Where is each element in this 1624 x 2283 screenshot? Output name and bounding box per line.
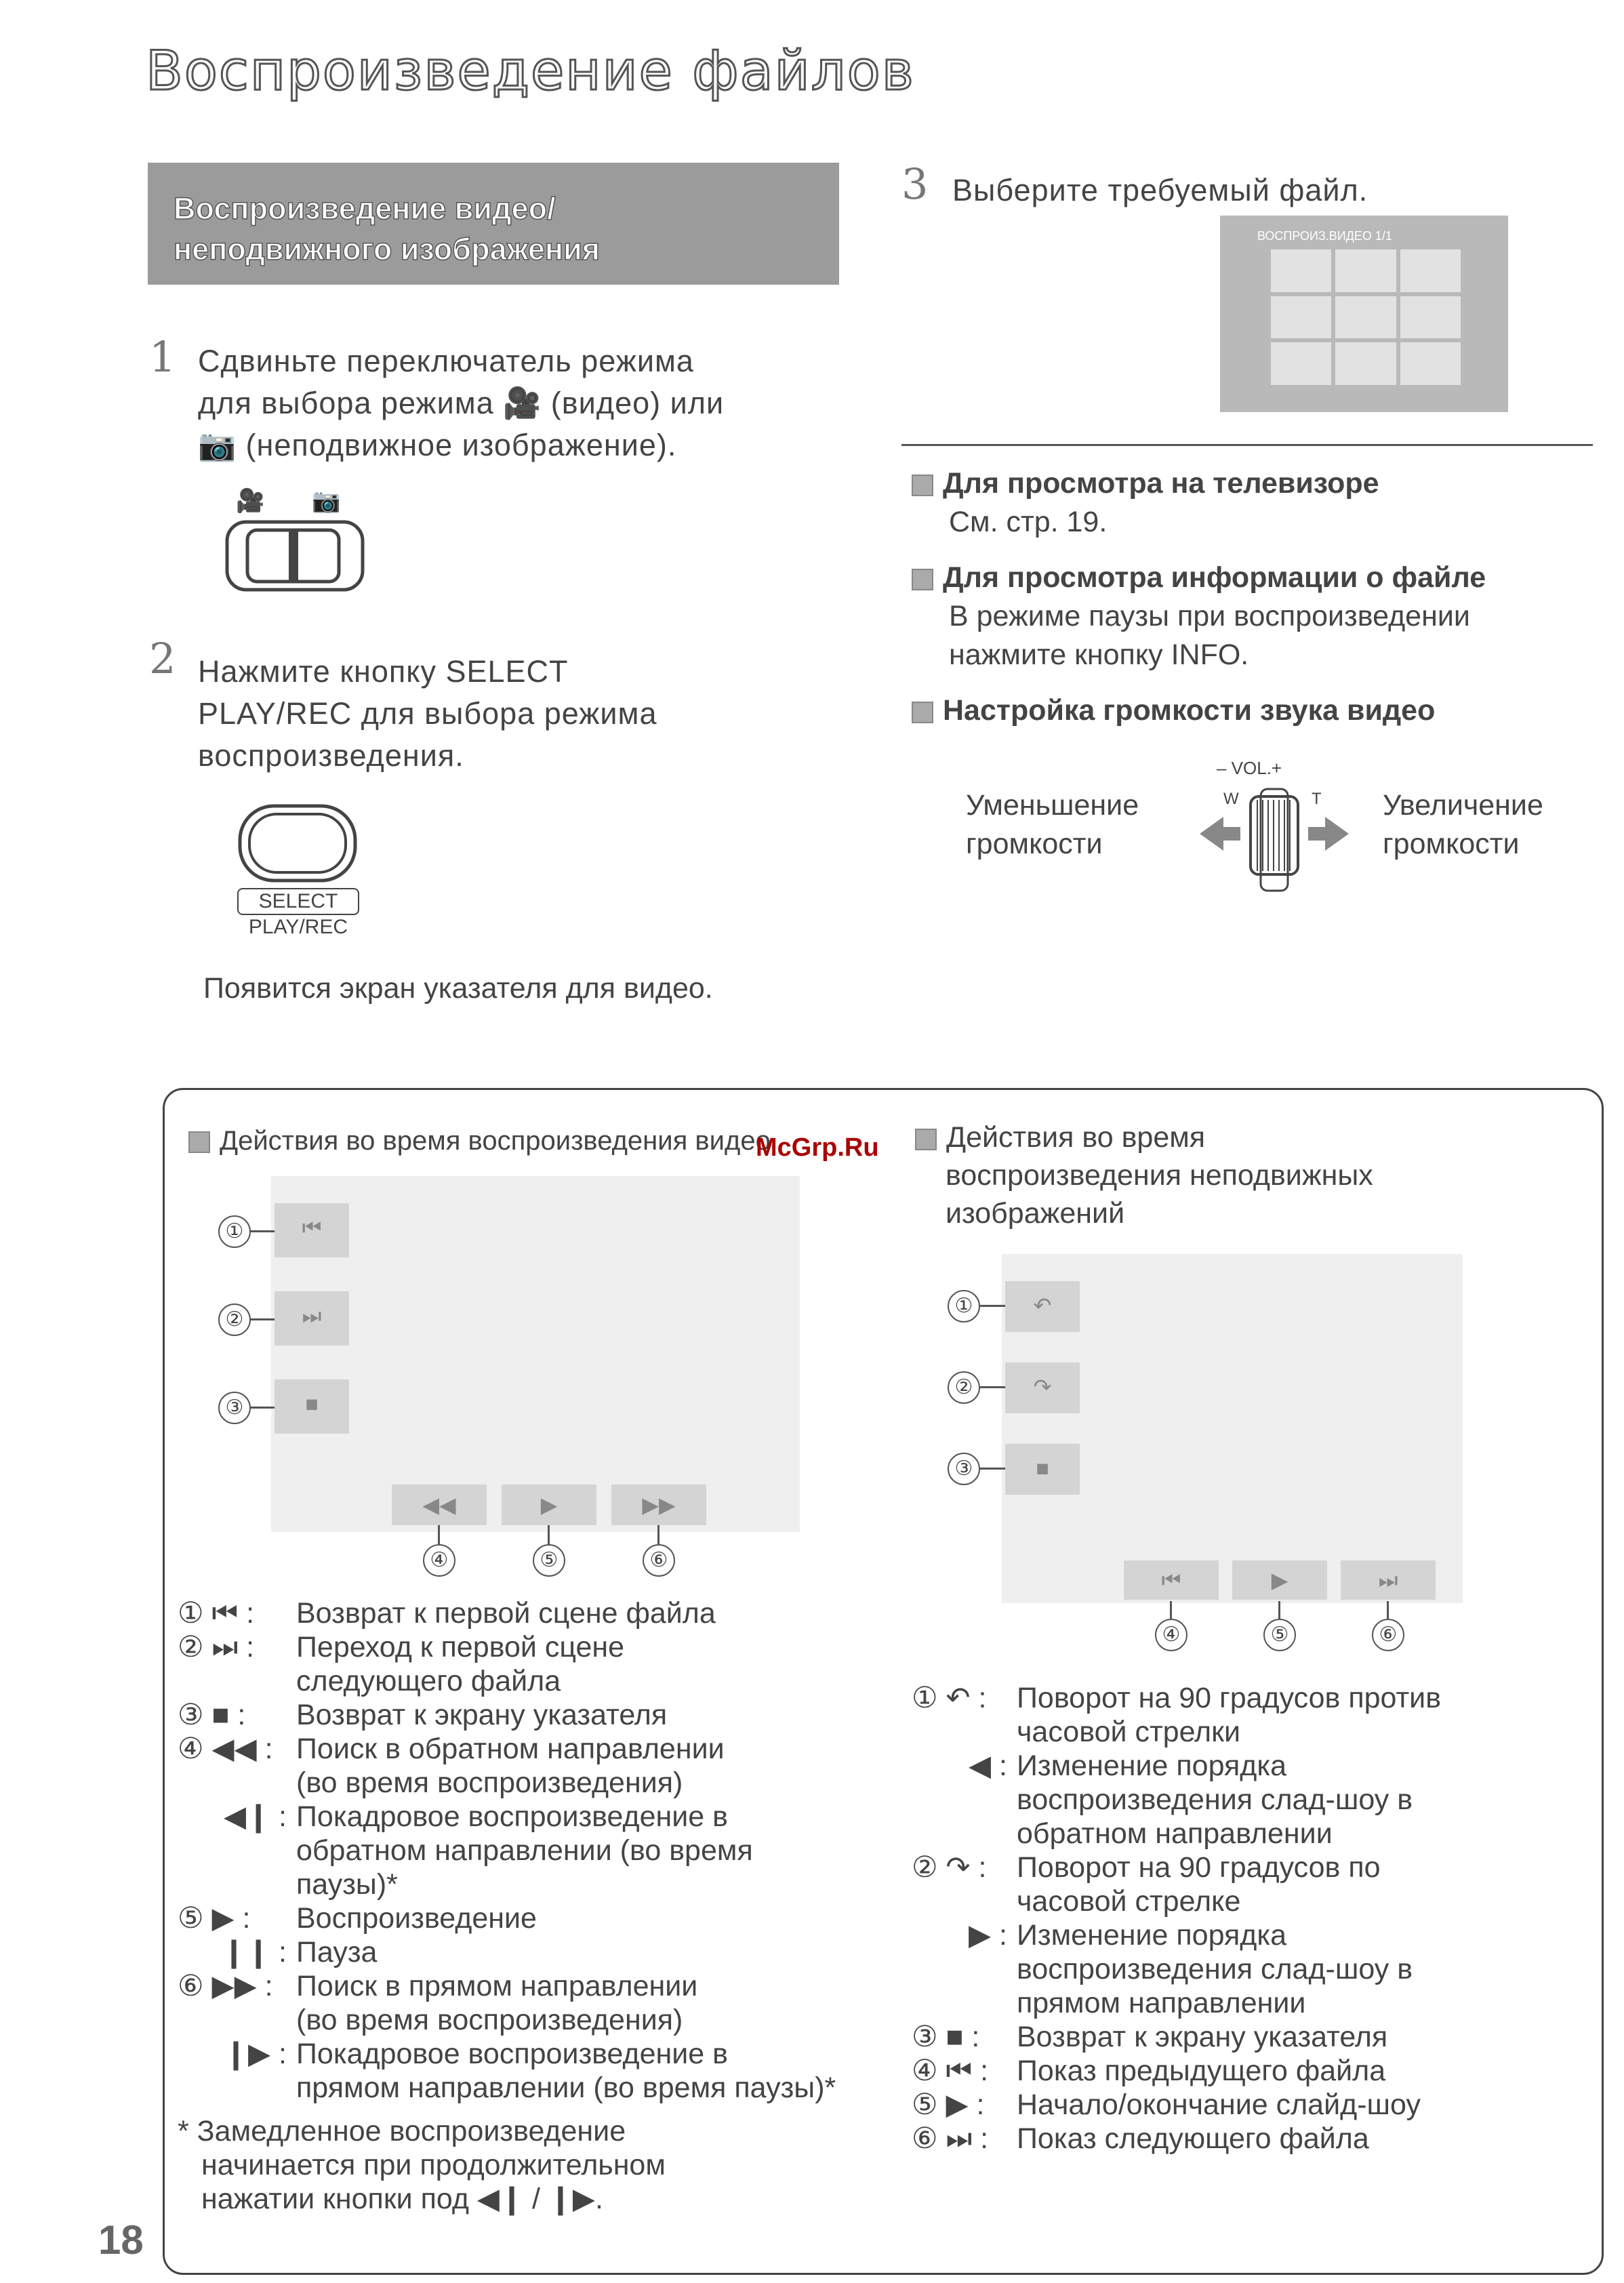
legend-text: следующего файла <box>296 1665 561 1697</box>
bullet-icon <box>915 1129 937 1150</box>
legend-row <box>178 2037 889 2071</box>
thumbnail <box>1400 249 1461 292</box>
volume-increase-line: громкости <box>1383 828 1520 860</box>
step1-line: для выбора режима 🎥 (видео) или <box>198 386 725 420</box>
legend-row <box>912 2088 1589 2122</box>
legend-row <box>912 2020 1589 2054</box>
legend-row <box>178 1867 889 1901</box>
video-legend <box>178 1596 889 2216</box>
skip-forward-button[interactable]: ⏭ <box>275 1291 349 1346</box>
thumbnail <box>1400 342 1461 385</box>
callout-4: ④ <box>1155 1619 1187 1651</box>
legend-key: ③ ■ : <box>178 1699 246 1731</box>
fast-forward-button[interactable]: ▶▶ <box>611 1484 706 1525</box>
legend-text: Показ следующего файла <box>1017 2122 1369 2155</box>
legend-row <box>912 1986 1589 2020</box>
legend-text: воспроизведения слад-шоу в <box>1017 1783 1413 1816</box>
legend-text: Изменение порядка <box>1017 1750 1287 1782</box>
legend-key <box>178 1867 296 1901</box>
legend-key: ② ⏭ : <box>178 1631 255 1663</box>
callout-2: ② <box>218 1304 251 1336</box>
legend-text: Возврат к экрану указателя <box>296 1699 668 1731</box>
legend-key: ❙▶ : <box>224 2038 287 2070</box>
legend-row <box>178 1800 889 1834</box>
legend-text: Поворот на 90 градусов по <box>1017 1851 1381 1884</box>
legend-text: Переход к первой сцене <box>296 1631 625 1663</box>
legend-text: (во время воспроизведения) <box>296 1766 683 1799</box>
index-button[interactable]: ■ <box>1005 1444 1080 1495</box>
callout-5: ⑤ <box>1263 1619 1296 1651</box>
footnote-line: начинается при продолжительном <box>201 2149 666 2181</box>
legend-key: ③ ■ : <box>912 2021 980 2053</box>
callout-3: ③ <box>218 1392 251 1424</box>
legend-row <box>912 1918 1589 1952</box>
legend-key <box>912 1986 1017 2020</box>
next-file-button[interactable]: ⏭ <box>1341 1560 1436 1600</box>
arrow-left-icon <box>1200 817 1240 851</box>
legend-text: паузы)* <box>296 1868 398 1901</box>
legend-key <box>178 2003 296 2037</box>
legend-key: ① ↶ : <box>912 1682 987 1714</box>
still-legend <box>912 1681 1589 2156</box>
tips <box>912 464 1603 730</box>
legend-row <box>178 1834 889 1867</box>
divider <box>901 444 1593 446</box>
photo-mode-icon: 📷 <box>312 487 341 514</box>
tip-info <box>912 559 1603 674</box>
legend-text: Покадровое воспроизведение в <box>296 1800 728 1833</box>
callout-6: ⑥ <box>643 1544 675 1577</box>
legend-row <box>912 1783 1589 1817</box>
volume-decrease-line: громкости <box>966 828 1103 860</box>
rotate-left-button[interactable]: ↶ <box>1005 1281 1080 1332</box>
select-button-illustration <box>237 803 359 885</box>
legend-row <box>912 1884 1589 1918</box>
bullet-icon <box>188 1131 210 1153</box>
select-label: SELECT <box>237 888 359 915</box>
index-screen-thumbnail <box>1220 216 1508 412</box>
volume-decrease-label <box>966 786 1139 864</box>
bullet-icon <box>912 569 933 590</box>
bullet-icon <box>912 474 933 496</box>
still-ops-heading-line: Действия во время <box>946 1121 1206 1154</box>
legend-text: часовой стрелке <box>1017 1885 1241 1918</box>
still-screen <box>1002 1254 1463 1603</box>
legend-text: прямом направлении (во время паузы)* <box>296 2072 836 2104</box>
callout-2: ② <box>948 1371 980 1404</box>
callout-4: ④ <box>423 1544 455 1577</box>
legend-row <box>912 1715 1589 1749</box>
legend-key: ⑤ ▶ : <box>912 2088 985 2121</box>
legend-row <box>912 1749 1589 1783</box>
legend-key: ⑥ ▶▶ : <box>178 1970 273 2002</box>
video-screen <box>271 1176 800 1532</box>
index-screen-header: ВОСПРОИЗ.ВИДЕО 1/1 <box>1257 229 1392 243</box>
legend-text: Пауза <box>296 1936 378 1968</box>
step2-number: 2 <box>149 634 176 683</box>
legend-text: воспроизведения слад-шоу в <box>1017 1953 1413 1985</box>
step1-line: Сдвиньте переключатель режима <box>198 344 694 378</box>
footnote <box>178 2114 889 2216</box>
tip-body: См. стр. 19. <box>949 506 1108 538</box>
legend-text: Показ предыдущего файла <box>1017 2055 1386 2087</box>
rewind-button[interactable]: ◀◀ <box>392 1484 487 1525</box>
legend-row <box>912 2122 1589 2156</box>
video-ops-heading-text: Действия во время воспроизведения видео <box>220 1126 771 1156</box>
callout-1: ① <box>218 1215 251 1248</box>
legend-text: Начало/окончание слайд-шоу <box>1017 2088 1421 2121</box>
legend-key: ④ ⏮ : <box>912 2055 989 2087</box>
legend-text: Возврат к первой сцене файла <box>296 1597 716 1630</box>
legend-text: Поиск в обратном направлении <box>296 1733 725 1765</box>
legend-row <box>178 1901 889 1935</box>
tip-tv <box>912 464 1603 542</box>
step2-text <box>198 651 657 777</box>
leader-line <box>980 1386 1005 1388</box>
thumbnail <box>1335 296 1396 339</box>
step2-line: PLAY/REC для выбора режима <box>198 696 657 731</box>
thumbnail-grid <box>1271 249 1461 385</box>
tip-heading: Настройка громкости звука видео <box>943 694 1436 727</box>
still-ops-heading <box>915 1118 1373 1232</box>
legend-row <box>178 1732 889 1766</box>
leader-line <box>1278 1601 1280 1619</box>
legend-text: обратном направлении <box>1017 1817 1333 1850</box>
select-button-label <box>237 888 359 940</box>
legend-key <box>178 1664 296 1698</box>
thumbnail <box>1335 249 1396 292</box>
legend-row <box>178 1969 889 2003</box>
section-header-line2: неподвижного изображения <box>174 232 601 266</box>
legend-key <box>178 1766 296 1800</box>
rotate-right-button[interactable]: ↷ <box>1005 1362 1080 1413</box>
video-ops-heading <box>188 1122 771 1160</box>
legend-key <box>912 1783 1017 1817</box>
legend-text: обратном направлении (во время <box>296 1834 753 1867</box>
legend-key: ⑥ ⏭ : <box>912 2122 989 2155</box>
play-button[interactable]: ▶ <box>502 1484 596 1525</box>
legend-row <box>912 1681 1589 1715</box>
leader-line <box>251 1407 275 1409</box>
zoom-lever-illustration <box>1193 786 1356 895</box>
vol-t-label: T <box>1312 790 1322 808</box>
legend-row <box>912 2054 1589 2088</box>
leader-line <box>1387 1601 1389 1619</box>
volume-increase-label <box>1383 786 1543 864</box>
leader-line <box>251 1230 275 1232</box>
footnote-line: * Замедленное воспроизведение <box>178 2115 626 2147</box>
tip-heading: Для просмотра на телевизоре <box>943 467 1379 500</box>
legend-key <box>912 1884 1017 1918</box>
legend-row <box>178 2003 889 2037</box>
legend-text: Воспроизведение <box>296 1902 537 1935</box>
skip-back-button[interactable]: ⏮ <box>275 1203 349 1257</box>
legend-key: ② ↷ : <box>912 1851 987 1884</box>
section-header-line1: Воспроизведение видео/ <box>174 191 556 226</box>
legend-text: Поиск в прямом направлении <box>296 1970 698 2002</box>
legend-row <box>912 1851 1589 1884</box>
legend-key: ❙❙ : <box>222 1936 287 1968</box>
previous-file-button[interactable]: ⏮ <box>1124 1560 1219 1600</box>
legend-text: прямом направлении <box>1017 1987 1306 2019</box>
leader-line <box>657 1525 659 1544</box>
legend-row <box>178 2071 889 2105</box>
thumbnail <box>1400 296 1461 339</box>
step1-text <box>198 340 724 466</box>
step3-number: 3 <box>901 159 929 209</box>
legend-key: ④ ◀◀ : <box>178 1733 273 1765</box>
legend-key: ⑤ ▶ : <box>178 1902 251 1935</box>
leader-line <box>251 1318 275 1320</box>
step2-note: Появится экран указателя для видео. <box>203 972 713 1005</box>
thumbnail <box>1335 342 1396 385</box>
thumbnail <box>1271 249 1331 292</box>
legend-text: Изменение порядка <box>1017 1919 1287 1952</box>
tip-heading: Для просмотра информации о файле <box>943 561 1486 594</box>
bullet-icon <box>912 702 933 723</box>
section-header <box>148 163 839 285</box>
callout-6: ⑥ <box>1372 1619 1404 1651</box>
mode-switch-illustration <box>224 481 373 597</box>
callout-1: ① <box>948 1290 980 1322</box>
legend-key <box>912 1715 1017 1749</box>
footnote-line: нажатии кнопки под ◀❙ / ❙▶. <box>201 2183 603 2215</box>
leader-line <box>438 1525 440 1544</box>
legend-row <box>912 1817 1589 1851</box>
still-ops-heading-line: воспроизведения неподвижных <box>946 1159 1373 1192</box>
legend-key <box>178 2071 296 2105</box>
leader-line <box>980 1305 1005 1307</box>
vol-w-label: W <box>1223 790 1239 808</box>
legend-text: Поворот на 90 градусов против <box>1017 1682 1442 1714</box>
callout-5: ⑤ <box>533 1544 565 1577</box>
legend-row <box>178 1698 889 1732</box>
index-button[interactable]: ■ <box>275 1379 349 1434</box>
legend-key <box>912 1952 1017 1986</box>
tip-body: В режиме паузы при воспроизведении <box>949 600 1470 632</box>
leader-line <box>548 1525 550 1544</box>
play-rec-label: PLAY/REC <box>248 916 348 938</box>
tip-body: нажмите кнопку INFO. <box>949 639 1249 671</box>
legend-text: Покадровое воспроизведение в <box>296 2038 728 2070</box>
legend-key: ① ⏮ : <box>178 1597 255 1630</box>
callout-3: ③ <box>948 1453 980 1485</box>
legend-key <box>912 1817 1017 1851</box>
leader-line <box>1170 1601 1172 1619</box>
legend-row <box>178 1664 889 1698</box>
still-ops-heading-line: изображений <box>946 1197 1125 1230</box>
legend-key: ◀ : <box>969 1750 1007 1782</box>
slideshow-button[interactable]: ▶ <box>1232 1560 1327 1600</box>
legend-text: часовой стрелки <box>1017 1716 1240 1748</box>
legend-row <box>912 1952 1589 1986</box>
page-title: Воспроизведение файлов <box>146 39 915 102</box>
thumbnail <box>1271 296 1331 339</box>
legend-key: ▶ : <box>969 1919 1007 1952</box>
legend-text: (во время воспроизведения) <box>296 2004 683 2036</box>
legend-key <box>178 1834 296 1867</box>
step2-line: воспроизведения. <box>198 738 464 773</box>
step1-number: 1 <box>149 332 176 382</box>
legend-text: Возврат к экрану указателя <box>1017 2021 1388 2053</box>
vol-label: – VOL.+ <box>1217 758 1282 778</box>
volume-decrease-line: Уменьшение <box>966 789 1139 822</box>
volume-increase-line: Увеличение <box>1383 789 1543 822</box>
legend-key: ◀❙ : <box>224 1800 287 1833</box>
thumbnail <box>1271 342 1331 385</box>
leader-line <box>980 1468 1005 1470</box>
step2-line: Нажмите кнопку SELECT <box>198 654 569 689</box>
legend-row <box>178 1935 889 1969</box>
video-mode-icon: 🎥 <box>236 487 265 514</box>
page-number: 18 <box>98 2217 144 2263</box>
arrow-right-icon <box>1308 817 1349 851</box>
legend-row <box>178 1766 889 1800</box>
tip-volume <box>912 691 1603 730</box>
watermark: McGrp.Ru <box>756 1133 879 1162</box>
legend-row <box>178 1630 889 1664</box>
legend-row <box>178 1596 889 1630</box>
step3-text: Выберите требуемый файл. <box>952 173 1368 207</box>
step1-line: 📷 (неподвижное изображение). <box>198 428 677 462</box>
